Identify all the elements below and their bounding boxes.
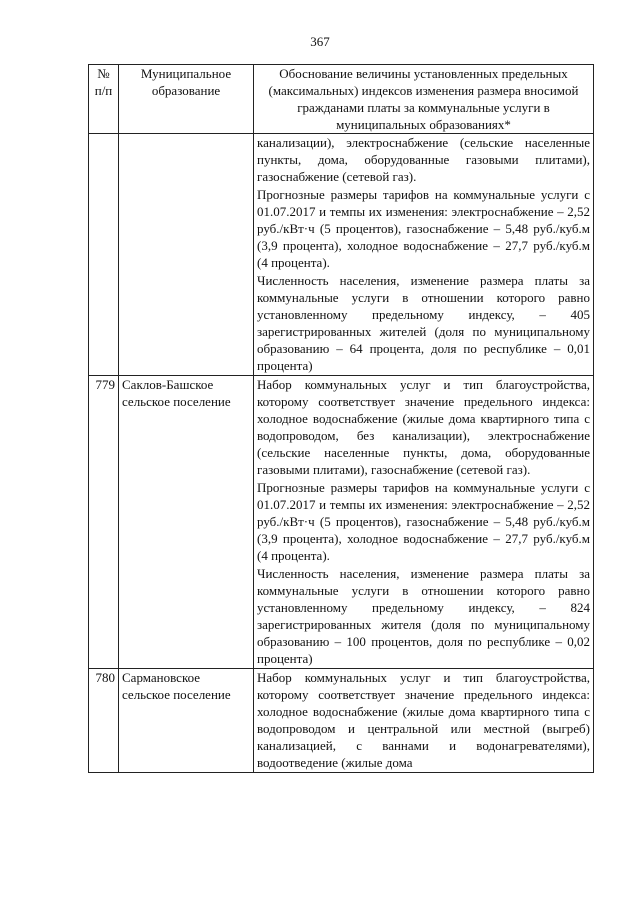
basis-paragraph: Прогнозные размеры тарифов на коммунальные услуги с 01.07.2017 и темпы их изменения: электроснабжение – 2,52 руб./кВт·ч (5 процентов), газоснабжение – 5,48 руб./куб.м (3,9 процента), холодное водоснабжение – 27,7 руб./куб.м (4 процента). bbox=[257, 480, 590, 563]
table-row bbox=[89, 376, 594, 669]
tariff-table bbox=[88, 64, 594, 773]
basis-paragraph: канализации), электроснабжение (сельские населенные пункты, дома, оборудованные газовыми плитами), газоснабжение (сетевой газ). bbox=[257, 135, 590, 184]
basis-paragraph: Численность населения, изменение размера платы за коммунальные услуги в отношении которого равно установленному предельному индексу, – 405 зарегистрированных жителей (доля по муниципальному образованию – 64 процента, доля по республике – 0,01 процента) bbox=[257, 273, 590, 373]
header-municipality: Муниципальное образование bbox=[119, 65, 254, 134]
table-header-row bbox=[89, 65, 594, 134]
table-row bbox=[89, 134, 594, 376]
row-number: 779 bbox=[89, 376, 119, 669]
basis-paragraph: Набор коммунальных услуг и тип благоустройства, которому соответствует значение предельного индекса: холодное водоснабжение (жилые дома квартирного типа с водопроводом и центральной или местной (выгреб) канализацией, с ваннами и водонагревателями), водоотведение (жилые дома bbox=[257, 670, 590, 770]
table-row bbox=[89, 669, 594, 773]
basis-paragraph: Численность населения, изменение размера платы за коммунальные услуги в отношении которого равно установленному предельному индексу, – 824 зарегистрированных жителя (доля по муниципальному образованию – 100 процентов, доля по республике – 0,02 процента) bbox=[257, 566, 590, 666]
basis-paragraph: Набор коммунальных услуг и тип благоустройства, которому соответствует значение предельного индекса: холодное водоснабжение (жилые дома квартирного типа с водопроводом, без канализации), электроснабжение (сельские населенные пункты, дома, оборудованные газовыми плитами), газоснабжение (сетевой газ). bbox=[257, 377, 590, 477]
row-number: 780 bbox=[89, 669, 119, 773]
row-basis bbox=[254, 376, 594, 669]
row-municipality: Саклов-Башское сельское поселение bbox=[119, 376, 254, 669]
header-no: № п/п bbox=[89, 65, 119, 134]
row-basis bbox=[254, 669, 594, 773]
row-municipality bbox=[119, 134, 254, 376]
row-basis bbox=[254, 134, 594, 376]
page-number: 367 bbox=[310, 34, 330, 49]
basis-paragraph: Прогнозные размеры тарифов на коммунальные услуги с 01.07.2017 и темпы их изменения: электроснабжение – 2,52 руб./кВт·ч (5 процентов), газоснабжение – 5,48 руб./куб.м (3,9 процента), холодное водоснабжение – 27,7 руб./куб.м (4 процента). bbox=[257, 187, 590, 270]
header-basis: Обоснование величины установленных предельных (максимальных) индексов изменения размера вносимой гражданами платы за коммунальные услуги в муниципальных образованиях* bbox=[254, 65, 594, 134]
row-municipality: Сармановское сельское поселение bbox=[119, 669, 254, 773]
row-number bbox=[89, 134, 119, 376]
